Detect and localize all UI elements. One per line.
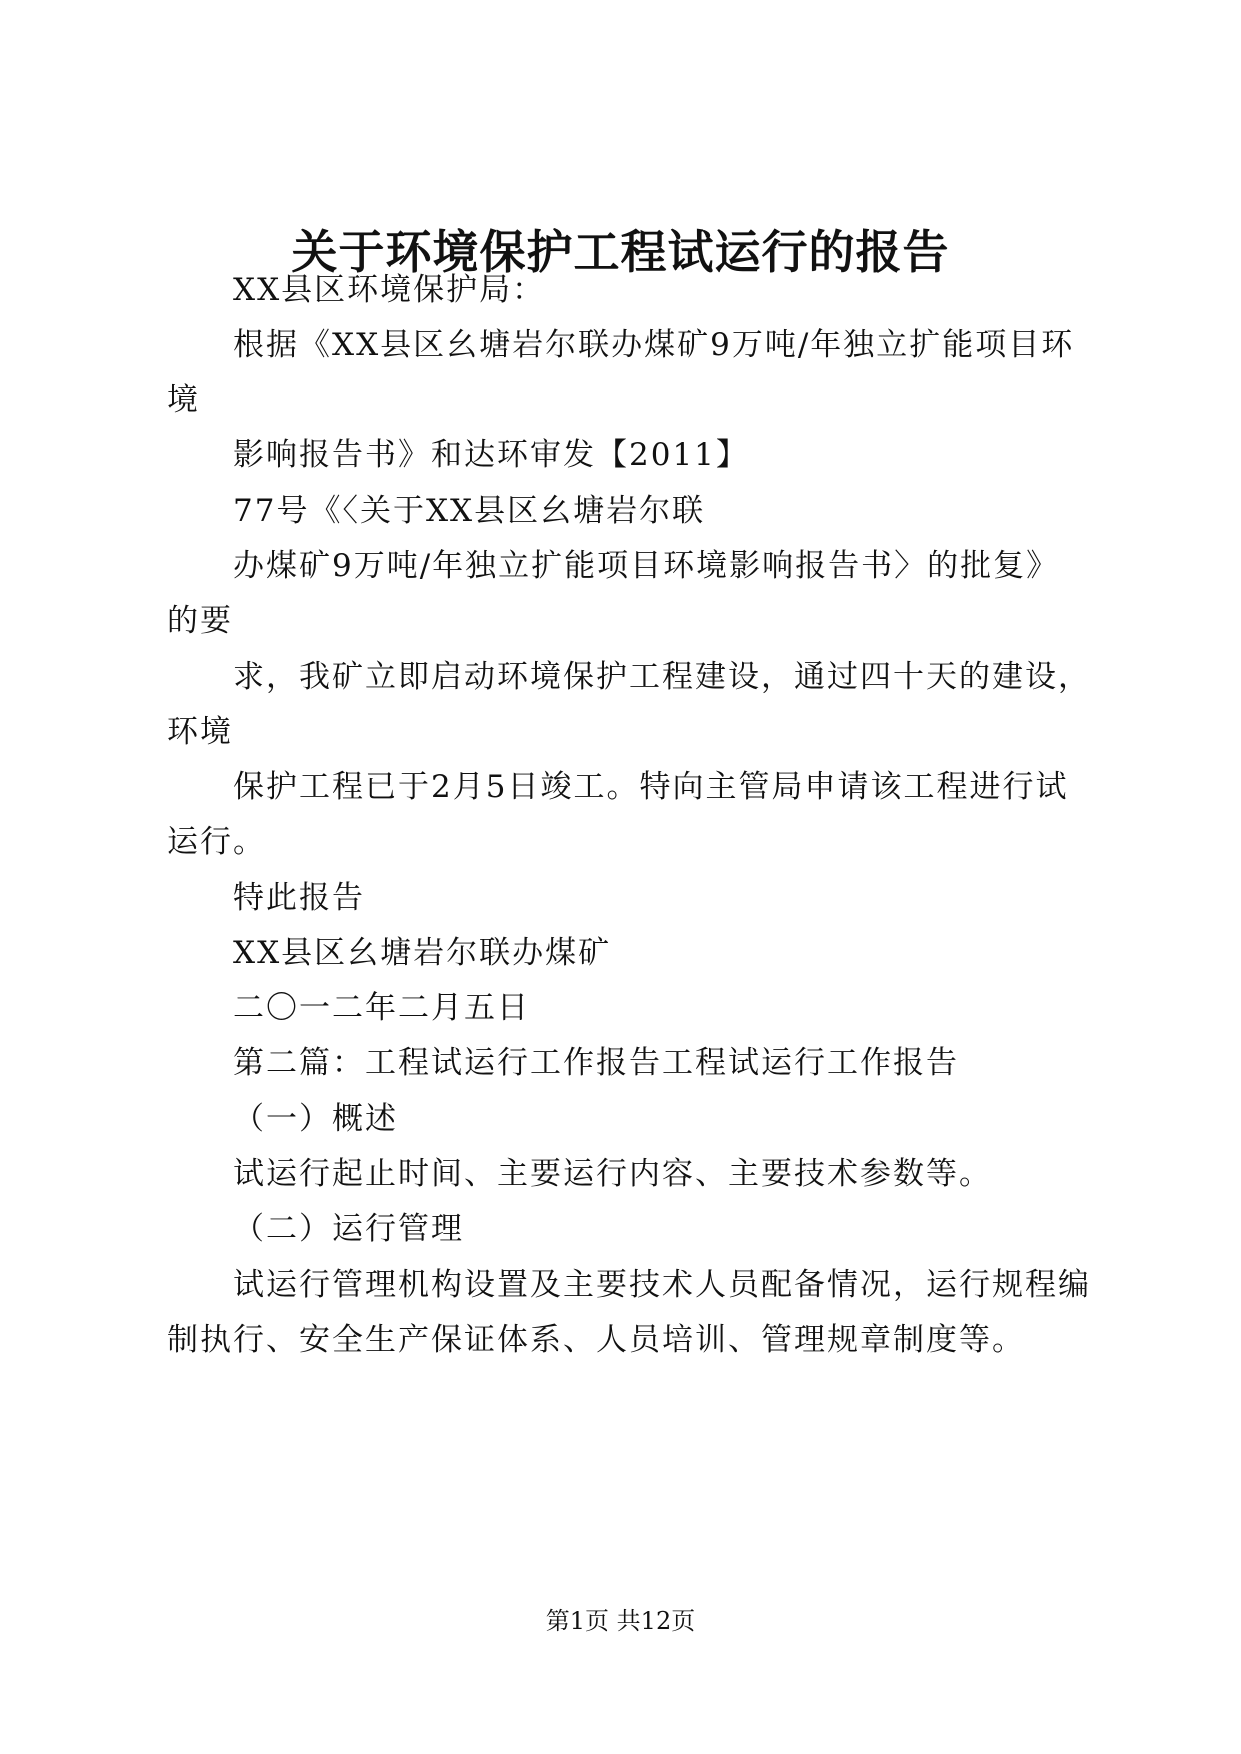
body-line: 的要 (167, 603, 233, 639)
subsection-heading: （一）概述 (233, 1101, 398, 1137)
body-line: 求，我矿立即启动环境保护工程建设，通过四十天的建设， (233, 659, 1091, 695)
body-line: 保护工程已于2月5日竣工。特向主管局申请该工程进行试 (233, 769, 1069, 805)
body-line: 办煤矿9万吨/年独立扩能项目环境影响报告书〉的批复》 (233, 548, 1060, 584)
body-line: 运行。 (167, 824, 266, 860)
subsection-heading: （二）运行管理 (233, 1211, 464, 1247)
body-line: 试运行管理机构设置及主要技术人员配备情况，运行规程编 (233, 1267, 1091, 1303)
sender-line: XX县区幺塘岩尔联办煤矿 (233, 935, 612, 971)
body-line: 制执行、安全生产保证体系、人员培训、管理规章制度等。 (167, 1322, 1025, 1358)
body-line: 77号《〈关于XX县区幺塘岩尔联 (233, 493, 706, 529)
body-line: 影响报告书》和达环审发【2011】 (233, 437, 749, 473)
body-line: 试运行起止时间、主要运行内容、主要技术参数等。 (233, 1156, 992, 1192)
addressee-line: XX县区环境保护局： (233, 272, 546, 308)
page-number-footer: 第1页 共12页 (545, 1607, 696, 1635)
document-title: 关于环境保护工程试运行的报告 (291, 225, 950, 279)
section-heading: 第二篇：工程试运行工作报告工程试运行工作报告 (233, 1045, 959, 1081)
date-line: 二〇一二年二月五日 (233, 990, 530, 1026)
body-line: 境 (167, 382, 200, 418)
closing-line: 特此报告 (233, 880, 365, 916)
body-line: 根据《XX县区幺塘岩尔联办煤矿9万吨/年独立扩能项目环 (233, 327, 1075, 363)
body-line: 环境 (167, 714, 233, 750)
